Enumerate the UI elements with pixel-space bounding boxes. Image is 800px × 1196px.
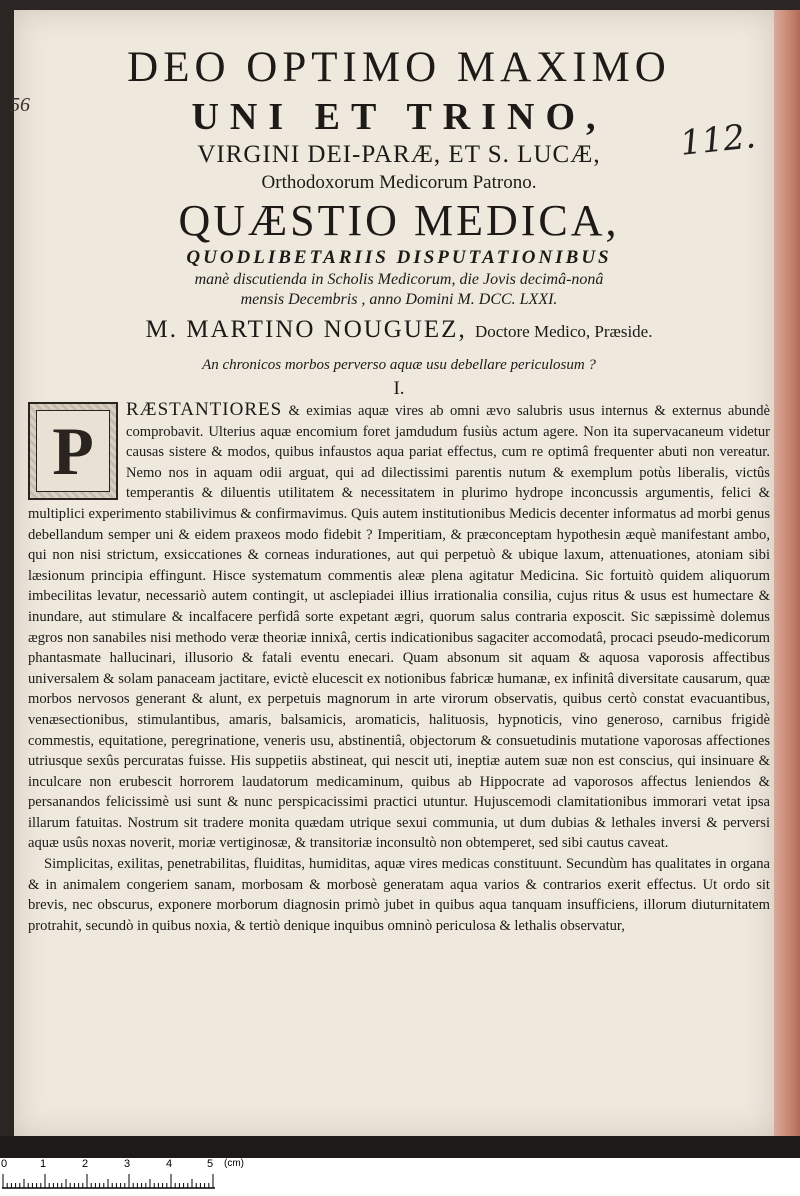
ruler-label-0: 0 [1,1158,8,1170]
ruler-label-4: 4 [166,1158,173,1170]
ruler-label-2: 2 [82,1158,89,1170]
dropcap-lead-word: RÆSTANTIORES [126,399,283,420]
scan-border [0,1136,800,1158]
section-number: I. [393,378,405,399]
ruler-label-5: 5 [207,1158,214,1170]
praeses-line [28,310,770,352]
scale-ruler [0,1158,800,1196]
date-line-2: mensis Decembris , anno Domini M. DCC. LXXI. [240,291,558,308]
date-line-1: manè discutienda in Scholis Medicorum, die Jovis decimâ-nonâ [194,271,604,288]
dedication-line-1: DEO OPTIMO MAXIMO [127,44,671,91]
paragraph-1-text: & eximias aquæ vires ab omni ævo salubris usus internus & externus abundè comprobavit. Ulterius aquæ encomium foret jamdudum fusiùs actum agere. Non ita supervacaneum videtur causas sistere & modos, quibus infaustos aqua pariat effectus, cum re optimâ frequenter abuti non vereatur. Nemo nos in aquam odii arguat, qui ad dilectissimi parentis nutum & exemplum potùs liberalis, victûs temperantis & diluentis utilitatem & necessitatem in plurimo hydrope inconcussis argumentis, felici & multiplici experimento stabilivimus & confirmavimus. Quis autem institutionibus Medicis decenter informatus ad morbi genus debellandum semper uni & eidem praxeos modo fidebit ? Imperitiam, & præconceptam hypothesin æquè manifestant ambo, qui non nisi strictum, exsiccationes & corneas indurationes, aut qui perpetuò & ubique laxum, attenuationes, atoniam sibi læsionum principia effingunt. Hisce systematum commentis aleæ plena agitatur Medicina. Sic fortuitò quidem aliquorum imbecilitas levatur, necessariò autem contingit, ut asclepiadei illius irrationalia consilia, cujus ritus & usus est humectare & inundare, aut stimulare & incalfacere perfidâ sorte expetant ægri, quorum salus contraria exposcit. Sic sæpissimè dolemus ægros non sanabiles nisi methodo veræ theoriæ innixâ, certis indicationibus sagaciter accomodatâ, procaci pseudo-medicorum phantasmate hallucinari, illusorio & fatali eventu enecari. Quam absonum sit aquam & aquosa vaporosis affectibus universalem & solam panaceam jactitare, evictè elucescit ex notionibus fabricæ humanæ, ex infinitâ diversitate causarum, quæ morbos nervosos generant & alunt, ex perpetuis magnorum in arte virorum observatis, quibus certò constat evacuantibus, venæsectionibus, stimulantibus, amaris, balsamicis, aromaticis, halituosis, hypnoticis, vino generoso, carnibus frigidè commestis, equitatione, peregrinatione, veneris usu, abstinentiâ, objectorum & consuetudinis mutatione vaporosas affectiones utriusque sexûs percuratas fuisse. His suppetiis abstineat, qui nescit uti, ineptiæ autem suæ non est conscius, qui insinuare & inculcare non erubescit horrorem laudatorum medicaminum, quibus ab Hippocrate ad vaporosos affectus leniendos & persanandos felicissimè usi sunt & nunc perspicacissimi practici utuntur. Hujuscemodi clamitationibus immorari vetat ipsa illarum fatuitas. Nostrum sit tradere monita quædam utrique sexui communia, ut dum dubias & lethales inversi & perversi aquæ usûs noxas noverit, moriæ vertiginosæ, & transitoriæ inconsultò non obtemperet, sed sibi cautus caveat. [28,403,770,852]
paragraph-2-text: Simplicitas, exilitas, penetrabilitas, fluiditas, humiditas, aquæ vires medicas constituunt. Secundùm has qualitates in organa & in animalem congeriem sanam, morbosam & morbosè generatam aqua varios & contrarios exerit effectus. Ut ordo sit brevis, nec obscurus, exponere morborum diagnosin primò jubet in quibus aqua tanquam insufficiens, illorum diuturnitatem protrahit, secundò in quibus noxia, & tertiò denique inquibus omninò periculosa & lethalis observatur, [28,856,770,934]
margin-annotation: 56 [10,94,30,116]
document-text [28,42,770,936]
document-title: QUÆSTIO MEDICA, [178,196,620,245]
praeses-name: M. MARTINO NOUGUEZ, [145,316,467,343]
ruler-label-3: 3 [124,1158,131,1170]
dedication-line-4: Orthodoxorum Medicorum Patrono. [261,172,537,193]
praeses-role: Doctore Medico, Præside. [474,322,653,341]
dropcap-ornament [28,402,118,500]
handwritten-folio-number: 112. [678,116,758,164]
body-text [28,400,770,936]
document-subtitle: QUODLIBETARIIS DISPUTATIONIBUS [186,247,612,268]
dedication-line-3: VIRGINI DEI-PARÆ, ET S. LUCÆ, [197,141,601,168]
question-heading: An chronicos morbos perverso aquæ usu debellare periculosum ? [202,357,596,373]
ruler-unit: (cm) [224,1158,244,1169]
ruler-label-1: 1 [40,1158,47,1170]
dropcap-letter: P [36,410,110,492]
dedication-line-2: UNI ET TRINO, [191,96,607,138]
ruler-ticks [0,1158,800,1196]
paragraph [28,400,770,854]
page-edge [774,10,800,1136]
